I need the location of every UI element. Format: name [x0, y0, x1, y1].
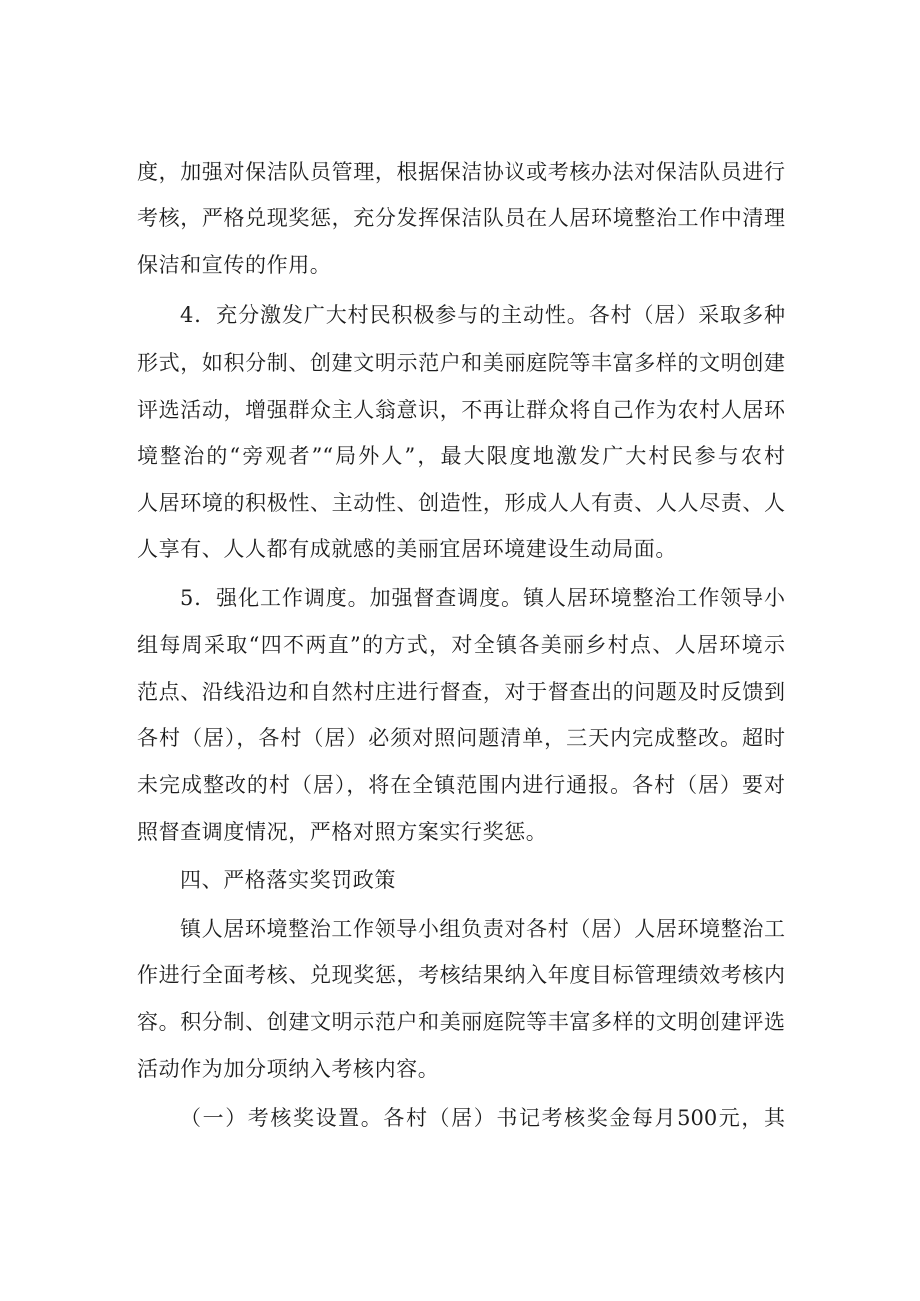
text-line: 考核，严格兑现奖惩，充分发挥保洁队员在人居环境整治工作中清理	[137, 206, 785, 230]
text-line: 各村（居），各村（居）必须对照问题清单，三天内完成整改。超时	[137, 726, 785, 750]
text-line: 组每周采取“四不两直”的方式，对全镇各美丽乡村点、人居环境示	[137, 633, 785, 657]
text-line: 4．充分激发广大村民积极参与的主动性。各村（居）采取多种	[180, 303, 785, 327]
text-line: 范点、沿线沿边和自然村庄进行督查，对于督查出的问题及时反馈到	[137, 680, 785, 704]
text-line: 照督查调度情况，严格对照方案实行奖惩。	[137, 820, 548, 844]
text-line: 未完成整改的村（居），将在全镇范围内进行通报。各村（居）要对	[137, 773, 785, 797]
text-line: 境整治的“旁观者”“局外人”，最大限度地激发广大村民参与农村	[137, 444, 785, 468]
text-line: 评选活动，增强群众主人翁意识，不再让群众将自己作为农村人居环	[137, 398, 785, 422]
text-line: 人居环境的积极性、主动性、创造性，形成人人有责、人人尽责、人	[137, 491, 785, 515]
text-line: 人享有、人人都有成就感的美丽宜居环境建设生动局面。	[137, 537, 677, 561]
text-line: 活动作为加分项纳入考核内容。	[137, 1057, 440, 1081]
text-line: 形式，如积分制、创建文明示范户和美丽庭院等丰富多样的文明创建	[137, 351, 785, 375]
text-line: 5．强化工作调度。加强督查调度。镇人居环境整治工作领导小	[180, 586, 785, 610]
text-line: 度，加强对保洁队员管理，根据保洁协议或考核办法对保洁队员进行	[137, 160, 785, 184]
text-line: 容。积分制、创建文明示范户和美丽庭院等丰富多样的文明创建评选	[137, 1010, 785, 1034]
text-line: 保洁和宣传的作用。	[137, 253, 332, 277]
section-heading-text: 四、严格落实奖罚政策	[180, 868, 396, 892]
text-line: 作进行全面考核、兑现奖惩，考核结果纳入年度目标管理绩效考核内	[137, 963, 785, 987]
text-line: （一）考核奖设置。各村（居）书记考核奖金每月500元，其	[180, 1106, 785, 1130]
text-line: 镇人居环境整治工作领导小组负责对各村（居）人居环境整治工	[180, 917, 785, 941]
